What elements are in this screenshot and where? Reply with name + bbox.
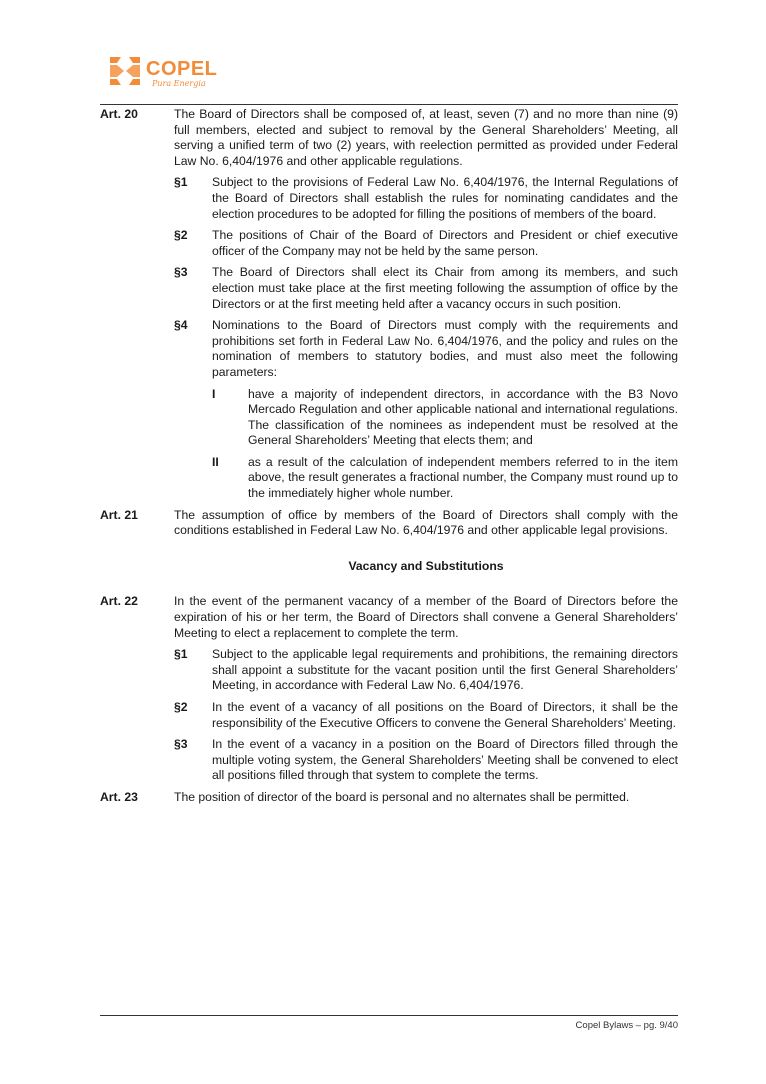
paragraph (174, 318, 678, 380)
paragraph-number: §1 (174, 647, 188, 662)
article-text: The position of director of the board is personal and no alternates shall be permitted. (174, 789, 630, 804)
paragraph (174, 647, 678, 694)
page-footer: Copel Bylaws – pg. 9/40 (575, 1020, 678, 1031)
paragraph-text: In the event of a vacancy in a position on the Board of Directors filled through the multiple voting system, the General Shareholders’ Meeting shall be convened to elect all positions filled through that system to complete the terms. (212, 737, 678, 783)
logo-name: COPEL (146, 58, 218, 80)
paragraph-number: §1 (174, 175, 188, 190)
article-number: Art. 21 (100, 507, 138, 522)
article-text: The Board of Directors shall be composed of, at least, seven (7) and no more than nine (9) full members, elected and subject to removal by the General Shareholders’ Meeting, all serving a unified term of two (2) years, with reelection permitted as provided under Federal Law No. 6,404/1976 and other applicable regulations. (174, 107, 678, 168)
paragraph-text: Subject to the applicable legal requirements and prohibitions, the remaining directors shall appoint a substitute for the vacant position until the first General Shareholders’ Meeting, in accordance with Federal Law No. 6,404/1976. (212, 647, 678, 693)
paragraph-text: In the event of a vacancy of all positions on the Board of Directors, it shall be the responsibility of the Executive Officers to convene the General Shareholders’ Meeting. (212, 700, 678, 730)
paragraph-number: §2 (174, 700, 188, 714)
paragraph (174, 700, 678, 731)
article-number: Art. 23 (100, 789, 138, 804)
article-text: In the event of the permanent vacancy of a member of the Board of Directors before the expiration of his or her term, the Board of Directors shall convene a General Shareholders’ Meeting to elect a replacement to complete the term. (174, 594, 678, 640)
article-text: The assumption of office by members of the Board of Directors shall comply with the conditions established in Federal Law No. 6,404/1976 and other applicable legal provisions. (174, 507, 678, 538)
copel-logo (108, 55, 218, 95)
article-number: Art. 22 (100, 594, 138, 609)
footer-divider (100, 1015, 678, 1016)
paragraph (174, 175, 678, 222)
item-text: as a result of the calculation of independent members referred to in the item above, the result generates a fractional number, the Company must round up to the immediately higher whole number. (248, 454, 678, 501)
paragraph-number: §2 (174, 228, 188, 243)
paragraph (174, 265, 678, 312)
item-number: I (212, 386, 216, 401)
paragraph-number: §3 (174, 265, 188, 280)
paragraph-text: Nominations to the Board of Directors must comply with the requirements and prohibitions set forth in Federal Law No. 6,404/1976, and the policy and rules on the nomination of members to statutory bodies, and must also meet the following parameters: (212, 318, 678, 379)
paragraph-text: Subject to the provisions of Federal Law No. 6,404/1976, the Internal Regulations of the Board of Directors shall establish the rules for nominating candidates and the election procedures to be adopted for filling the positions of members of the board. (212, 175, 678, 221)
logo-tagline: Pura Energia (152, 79, 206, 88)
list-item (212, 387, 678, 449)
section-heading: Vacancy and Substitutions (348, 558, 504, 573)
paragraph (174, 228, 678, 259)
item-text: have a majority of independent directors, in accordance with the B3 Novo Mercado Regulation and other applicable national and international regulations. The classification of the nominees as independent must be resolved at the General Shareholders’ Meeting that elects them; and (248, 386, 678, 448)
document-body (100, 107, 678, 812)
item-number: II (212, 454, 219, 469)
article-number: Art. 20 (100, 107, 138, 121)
article-22 (100, 594, 678, 641)
paragraph-number: §3 (174, 737, 188, 752)
article-21 (100, 508, 678, 539)
article-23 (100, 790, 678, 806)
paragraph (174, 737, 678, 784)
paragraph-number: §4 (174, 318, 188, 333)
article-20 (100, 107, 678, 169)
list-item (212, 455, 678, 502)
paragraph-text: The positions of Chair of the Board of Directors and President or chief executive officer of the Company may not be held by the same person. (212, 228, 678, 258)
copel-logo-mark-icon (108, 55, 142, 87)
header-divider (100, 104, 678, 105)
paragraph-text: The Board of Directors shall elect its Chair from among its members, and such election must take place at the first meeting following the assumption of office by the Directors or at the first meeting held after a vacancy occurs in such position. (212, 265, 678, 311)
